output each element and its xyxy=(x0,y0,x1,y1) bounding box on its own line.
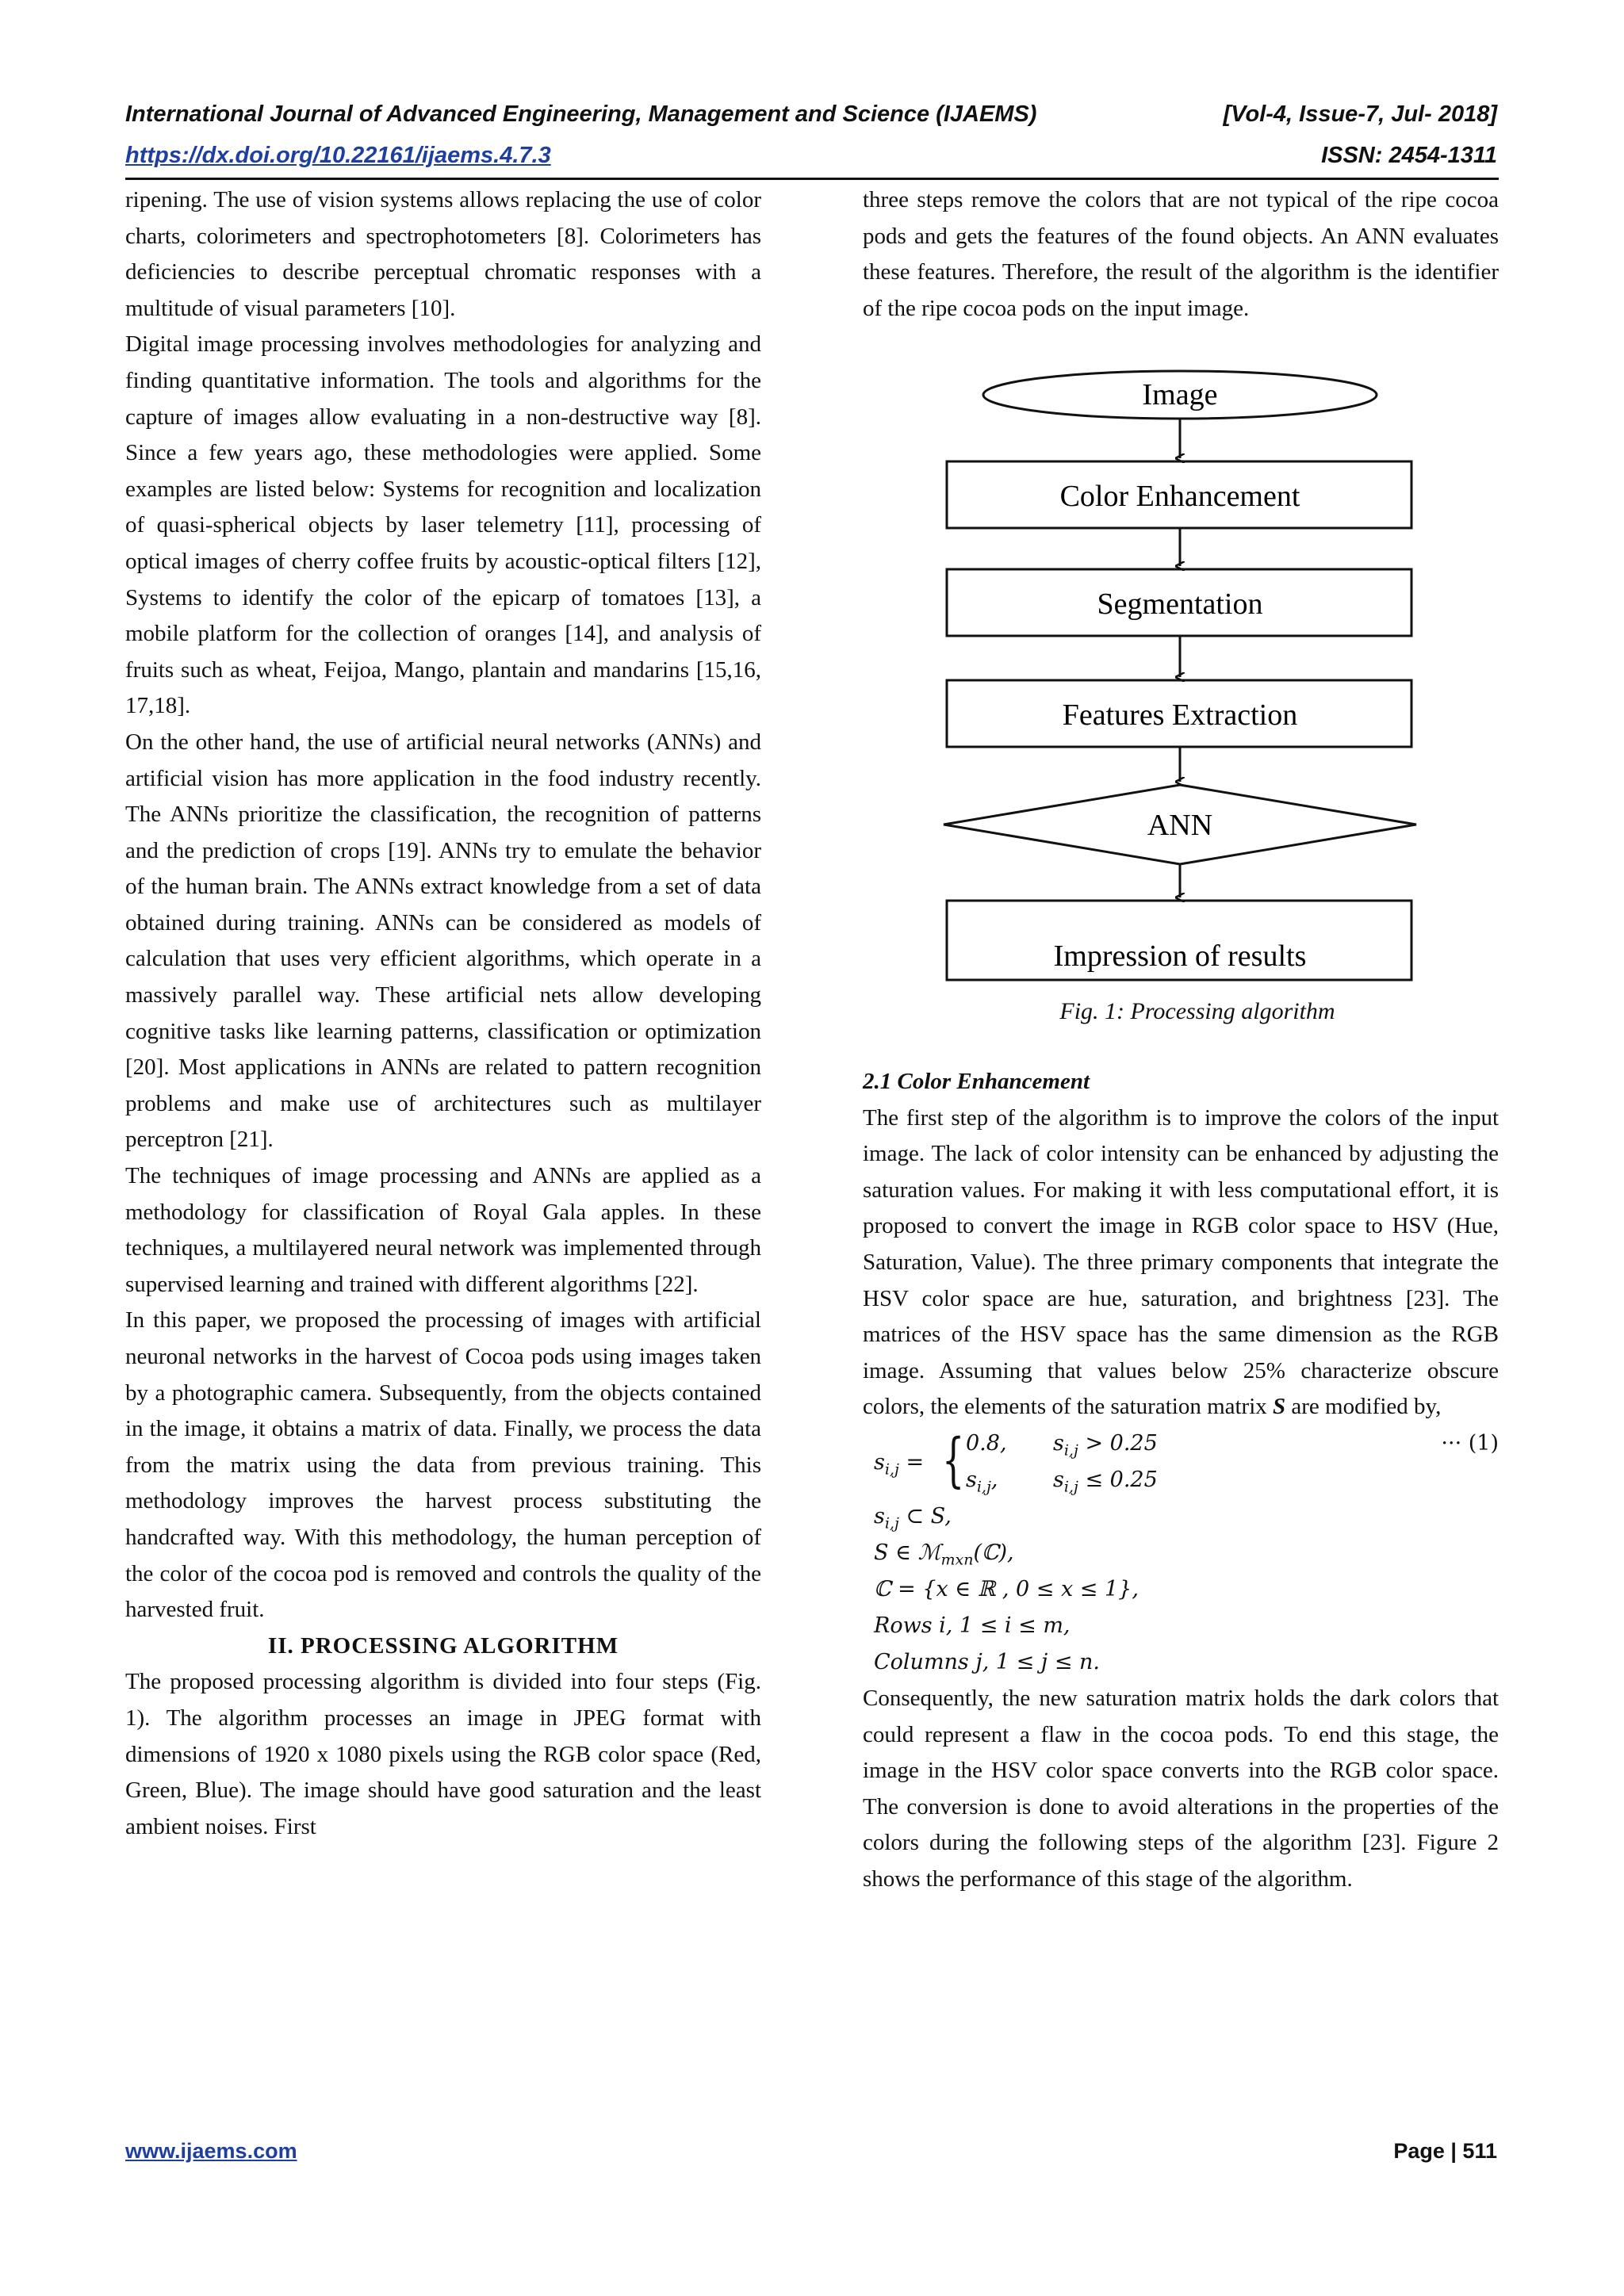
eq-lhs: $s_{i,j}$ = xyxy=(874,1449,925,1479)
journal-title: International Journal of Advanced Engineering, Management and Science (IJAEMS) xyxy=(125,101,1037,127)
left-paragraph-2: Digital image processing involves methodologies for analyzing and finding quantitative information. The tools and algorithms for the capture of images allow evaluating in a non-destructive way [8]. Since a few years ago, these methodologies were applied. Some examples are listed below: Systems for recognition and localization of quasi-spherical objects by laser telemetry [11], processing of optical images of cherry coffee fruits by acoustic-optical filters [12], Systems to identify the color of the epicarp of tomatoes [13], a mobile platform for the collection of oranges [14], and analysis of fruits such as wheat, Feijoa, Mango, plantain and mandarins [15,16, 17,18]. xyxy=(125,331,761,719)
eq-line-3: ℂ = {x ∈ ℝ , 0 ≤ x ≤ 1}, xyxy=(874,1576,1139,1601)
left-paragraph-4: The techniques of image processing and ANNs are applied as a methodology for classification of Royal Gala apples. In these techniques, a multilayered neural network was implemented through supervised learning and trained with different algorithms [22]. xyxy=(125,1163,761,1297)
flow-end-label: Impression of results xyxy=(1053,939,1307,973)
right-column-bottom xyxy=(863,1064,1499,1898)
right-column-top xyxy=(863,182,1499,327)
eq-line-5: Columns j, 1 ≤ j ≤ n. xyxy=(874,1649,1101,1674)
website-link[interactable]: www.ijaems.com xyxy=(125,2139,297,2163)
flow-step-1-label: Color Enhancement xyxy=(1059,480,1300,513)
section-title: II. PROCESSING ALGORITHM xyxy=(267,1632,619,1659)
right-paragraph-1: three steps remove the colors that are not typical of the ripe cocoa pods and gets the features of the found objects. An ANN evaluates these features. Therefore, the result of the algorithm is the identifier of the ripe cocoa pods on the input image. xyxy=(863,187,1499,321)
issn: ISSN: 2454-1311 xyxy=(1321,143,1497,168)
eq-line-1: $s_{i,j}$ ⊂ S, xyxy=(874,1503,952,1533)
saturation-matrix-symbol: S xyxy=(1273,1394,1286,1420)
header-divider xyxy=(125,178,1499,180)
right-paragraph-2-text: The first step of the algorithm is to improve the colors of the input image. The lack of color intensity can be enhanced by adjusting the saturation values. For making it with less computational effort, it is proposed to convert the image in RGB color space to HSV (Hue, Saturation, Value). The three primary components that integrate the HSV color space are hue, saturation, and brightness [23]. The matrices of the HSV space has the same dimension as the RGB image. Assuming that values below 25% characterize obscure colors, the elements of the saturation matrix xyxy=(863,1104,1499,1420)
right-paragraph-2-end: are modified by, xyxy=(1291,1394,1442,1420)
flow-start-label: Image xyxy=(1142,378,1218,411)
right-paragraph-3: Consequently, the new saturation matrix holds the dark colors that could represent a flaw in the cocoa pods. To end this stage, the image in the HSV color space converts into the RGB color space. The conversion is done to avoid alterations in the properties of the colors during the following steps of the algorithm [23]. Figure 2 shows the performance of this stage of the algorithm. xyxy=(863,1685,1499,1892)
flowchart xyxy=(936,362,1427,988)
eq-case2-condition: $s_{i,j} \le 0.25$ xyxy=(1053,1467,1158,1496)
eq-number: ··· (1) xyxy=(1441,1430,1499,1456)
eq-case1-value: 0.8, xyxy=(966,1430,1007,1456)
left-paragraph-1: ripening. The use of vision systems allows replacing the use of color charts, colorimeters and spectrophotometers [8]. Colorimeters has deficiencies to describe perceptual chromatic responses with a multitude of visual parameters [10]. xyxy=(125,187,761,321)
left-column xyxy=(125,182,761,1845)
eq-brace: { xyxy=(942,1425,965,1494)
doi-link[interactable]: https://dx.doi.org/10.22161/ijaems.4.7.3 xyxy=(125,143,551,168)
left-paragraph-5: In this paper, we proposed the processing of images with artificial neuronal networks in the harvest of Cocoa pods using images taken by a photographic camera. Subsequently, from the objects contained in the image, it obtains a matrix of data. Finally, we process the data from the matrix using the data from previous training. This methodology improves the harvest process substituting the handcrafted way. With this methodology, the human perception of the color of the cocoa pod is removed and controls the quality of the harvested fruit. xyxy=(125,1307,761,1623)
equation-block xyxy=(863,1425,1499,1681)
flow-step-2-label: Segmentation xyxy=(1097,587,1263,621)
volume-info: [Vol-4, Issue-7, Jul- 2018] xyxy=(1223,101,1497,127)
equation-1 xyxy=(863,1425,1499,1498)
eq-line-4: Rows i, 1 ≤ i ≤ m, xyxy=(874,1613,1071,1638)
left-paragraph-6: The proposed processing algorithm is divided into four steps (Fig. 1). The algorithm processes an image in JPEG format with dimensions of 1920 x 1080 pixels using the RGB color space (Red, Green, Blue). The image should have good saturation and the least ambient noises. First xyxy=(125,1669,761,1839)
figure-caption: Fig. 1: Processing algorithm xyxy=(1059,998,1335,1024)
flow-decision-label: ANN xyxy=(1147,809,1213,842)
right-paragraph-2 xyxy=(863,1100,1499,1425)
left-paragraph-3: On the other hand, the use of artificial neural networks (ANNs) and artificial vision has more application in the food industry recently. The ANNs prioritize the classification, the recognition of patterns and the prediction of crops [19]. ANNs try to emulate the behavior of the human brain. The ANNs extract knowledge from a set of data obtained during training. ANNs can be considered as models of calculation that uses very efficient algorithms, which operate in a massively parallel way. These artificial nets allow developing cognitive tasks like learning patterns, classification or optimization [20]. Most applications in ANNs are related to pattern recognition problems and make use of architectures such as multilayer perceptron [21]. xyxy=(125,729,761,1153)
flow-step-3-label: Features Extraction xyxy=(1062,698,1298,732)
eq-case2-value: $s_{i,j}$, xyxy=(966,1467,998,1496)
subsection-title: 2.1 Color Enhancement xyxy=(863,1069,1090,1094)
page-number: Page | 511 xyxy=(1393,2139,1497,2163)
eq-case1-condition: $s_{i,j} > 0.25$ xyxy=(1053,1430,1158,1460)
eq-line-2: S ∈ ℳ$_{mxn}$(ℂ), xyxy=(874,1540,1014,1569)
